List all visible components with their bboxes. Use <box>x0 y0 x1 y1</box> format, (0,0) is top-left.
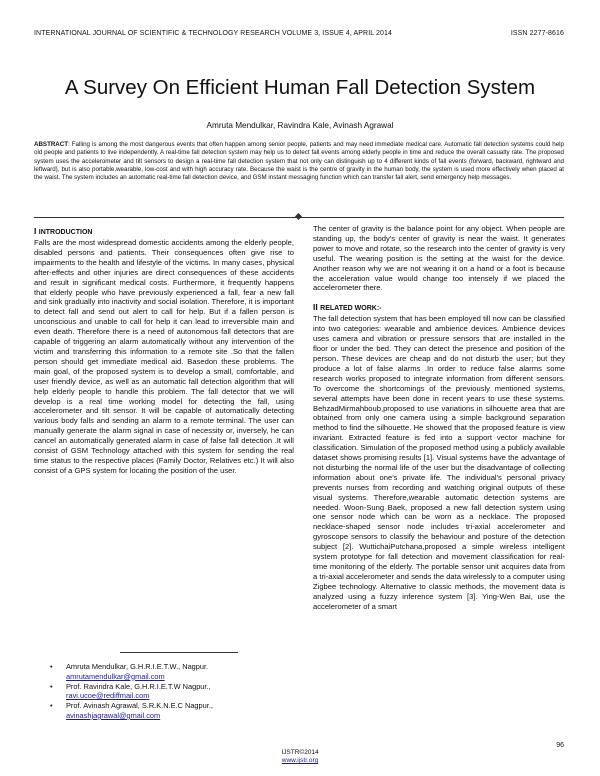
copyright-code: IJSTR©2014 <box>281 749 319 756</box>
introduction-paragraph: Falls are the most widespread domestic accidents among the elderly people, disabled persons and patients. Their consequences often give rise to impairments to the health and lifestyle of the victims. In many cases, physical after-effects and other injuries are direct consequences of these accidents and result in significant medical costs. Furthermore, it frequently happens that elderly people who have previously experienced a fall, fear a new fall and sink gradually into inactivity and social isolation. Therefore, it is important to detect fall and send out alert to call for help. But if a fallen person is unconscious and unable to call for help it can lead to irreversible main and even death. Therefore there is a need of autonomous fall detectors that are capable of triggering an alarm automatically without any intervention of the victim and transferring this information to a remote site .So that the fallen person should get immediate medical aid. Basedon these problems. The main goal, of the proposed system is to develop a small, comfortable, and user friendly device, as well as an automatic fall detection algorithm that will help elderly people to handle this problem. The fall detector that we will develop is a real time working model for detecting the fall, using accelerometer and tilt sensor. It will be capable of automatically detecting various body falls and sending an alarm to a remote terminal. The user can manually generate the alarm signal in case of necessity or, inversely, he can cancel an automatically generated alarm in case of false fall detection .It will consist of GSM Technology attached with this system for sending the real time status to the respective places (Family Doctor, Relatives etc.) It will also consist of a GPS system for locating the position of the user. <box>34 238 294 475</box>
affiliation-list <box>50 662 296 721</box>
section-heading-introduction <box>34 226 294 238</box>
left-column <box>34 226 294 476</box>
issn-label: ISSN 2277-8616 <box>510 30 564 37</box>
section-title: INTRODUCTION <box>38 229 93 236</box>
page-number: 96 <box>556 742 564 749</box>
bullet-icon: • <box>50 681 53 691</box>
section-number: II <box>313 302 318 313</box>
affiliation-item <box>50 701 296 720</box>
center-of-gravity-paragraph: The center of gravity is the balance point for any object. When people are standing up, the body's center of gravity is near the waist. It generates power to move and rotate, so the research into the center of gravity is very useful. The wearing position is the setting at the waist for the device. Another reason why we are not wearing it on a hand or a foot is because the acceleration value would change too intensely if we placed the accelerometer there. <box>313 224 565 293</box>
related-work-paragraph: The fall detection system that has been employed till now can be classified into two categories: wearable and ambience devices. Ambience devices uses camera and vibration or pressure sensors that are installed in the floor or under the bed. They can detect the presence and position of the person. These devices are cheap and do not disturb the user; but they produce a lot of false alarms .In order to reduce false alarms some research works proposed to integrate information from different sensors. To overcome the shortcomings of the previously mentioned systems, several attempts have been done in recent years to use these systems. BehzadMirmahboub,proposed to use variations in silhouette area that are obtained from only one camera using a simple background separation method to find the silhouette. He showed that the proposed feature is view invariant. Extracted feature is fed into a support vector machine for classification. Simulation of the proposed method using a publicly available dataset shows promising results [1]. Visual systems have the advantage of not disturbing the normal life of the user but the disadvantage of collecting information about one's private life. The individual's personal privacy prevents nurses from recording and watching original outputs of these visual systems. Therefore,wearable automatic detection systems are needed. Woon-Sung Baek, proposed a new fall detection system using one sensor node which can be worn as a necklace. The proposed necklace-shaped sensor node includes tri-axial accelerometer and gyroscope sensors to classify the behaviour and posture of the detection subject [2]. WuttichaiPutchana,proposed a simple wireless intelligent system prototype for fall detection and movement classification for real-time monitoring of the elderly. The portable sensor unit acquires data from a tri-axial accelerometer and sends the data wirelessly to a computer using Zigbee technology. Alternative to classic methods, the movement data is analyzed using a fuzzy inference system [3]. Ying-Wen Bai, use the accelerometer of a smart <box>313 314 565 611</box>
abstract <box>34 141 564 182</box>
bullet-icon: • <box>50 701 53 711</box>
author-email-link[interactable]: avinashjagrawal@gmail.com <box>66 710 161 720</box>
page-footer <box>0 749 600 765</box>
right-column <box>313 224 565 612</box>
section-number: I <box>34 226 37 236</box>
author-email-link[interactable]: ravi.ucoe@rediffmail.com <box>66 691 150 701</box>
affiliation-text: Prof. Avinash Agrawal, S.R.K.N.E.C Nagpur., <box>66 701 213 711</box>
affiliation-text: Amruta Mendulkar, G.H.R.I.E.T.W., Nagpur. <box>66 662 209 671</box>
divider-diamond-icon <box>295 213 302 220</box>
author-list: Amruta Mendulkar, Ravindra Kale, Avinash Agrawal <box>206 121 394 130</box>
author-email-link[interactable]: amrutamendulkar@gmail.com <box>66 671 165 681</box>
bullet-icon: • <box>50 662 53 671</box>
affiliation-item <box>50 662 296 681</box>
affiliation-item <box>50 682 296 701</box>
section-divider <box>34 213 564 221</box>
paper-title: A Survey On Efficient Human Fall Detection System <box>64 75 536 99</box>
affiliation-text: Prof. Ravindra Kale, G.H.R.I.E.T.W Nagpur., <box>66 681 211 691</box>
section-title: RELATED WORK:- <box>320 305 382 313</box>
abstract-text: : Falling is among the most dangerous events that often happen among senior people, patients and may need immediate medical care. Automatic fall detection systems could help old people and patients to live independently. A real-time fall detection system may help us to detect fall events among elderly people in time and reduce the overall casualty rate. The proposed system uses the accelerometer and tilt sensors to design a real-time fall detection system that not only can distinguish up to 4 different kinds of fall events (forward, backward, rightward and leftward), but is also portable,wearable, low-cost and with high accuracy rate. Because the waist is the centre of gravity in the human body, the system is used more effectively when placed at the waist. The system includes an automatic real-time fall detection device, and GSM instant messaging function which can transfer fall alert, send emergency help messages. <box>34 141 564 182</box>
journal-header <box>34 30 564 37</box>
footnote-separator <box>120 652 238 653</box>
section-heading-related-work <box>313 302 565 314</box>
journal-url-link[interactable]: www.ijstr.org <box>281 757 319 764</box>
abstract-label: ABSTRACT <box>34 141 69 148</box>
journal-name: INTERNATIONAL JOURNAL OF SCIENTIFIC & TECHNOLOGY RESEARCH VOLUME 3, ISSUE 4, APRIL 2014 <box>34 30 393 37</box>
